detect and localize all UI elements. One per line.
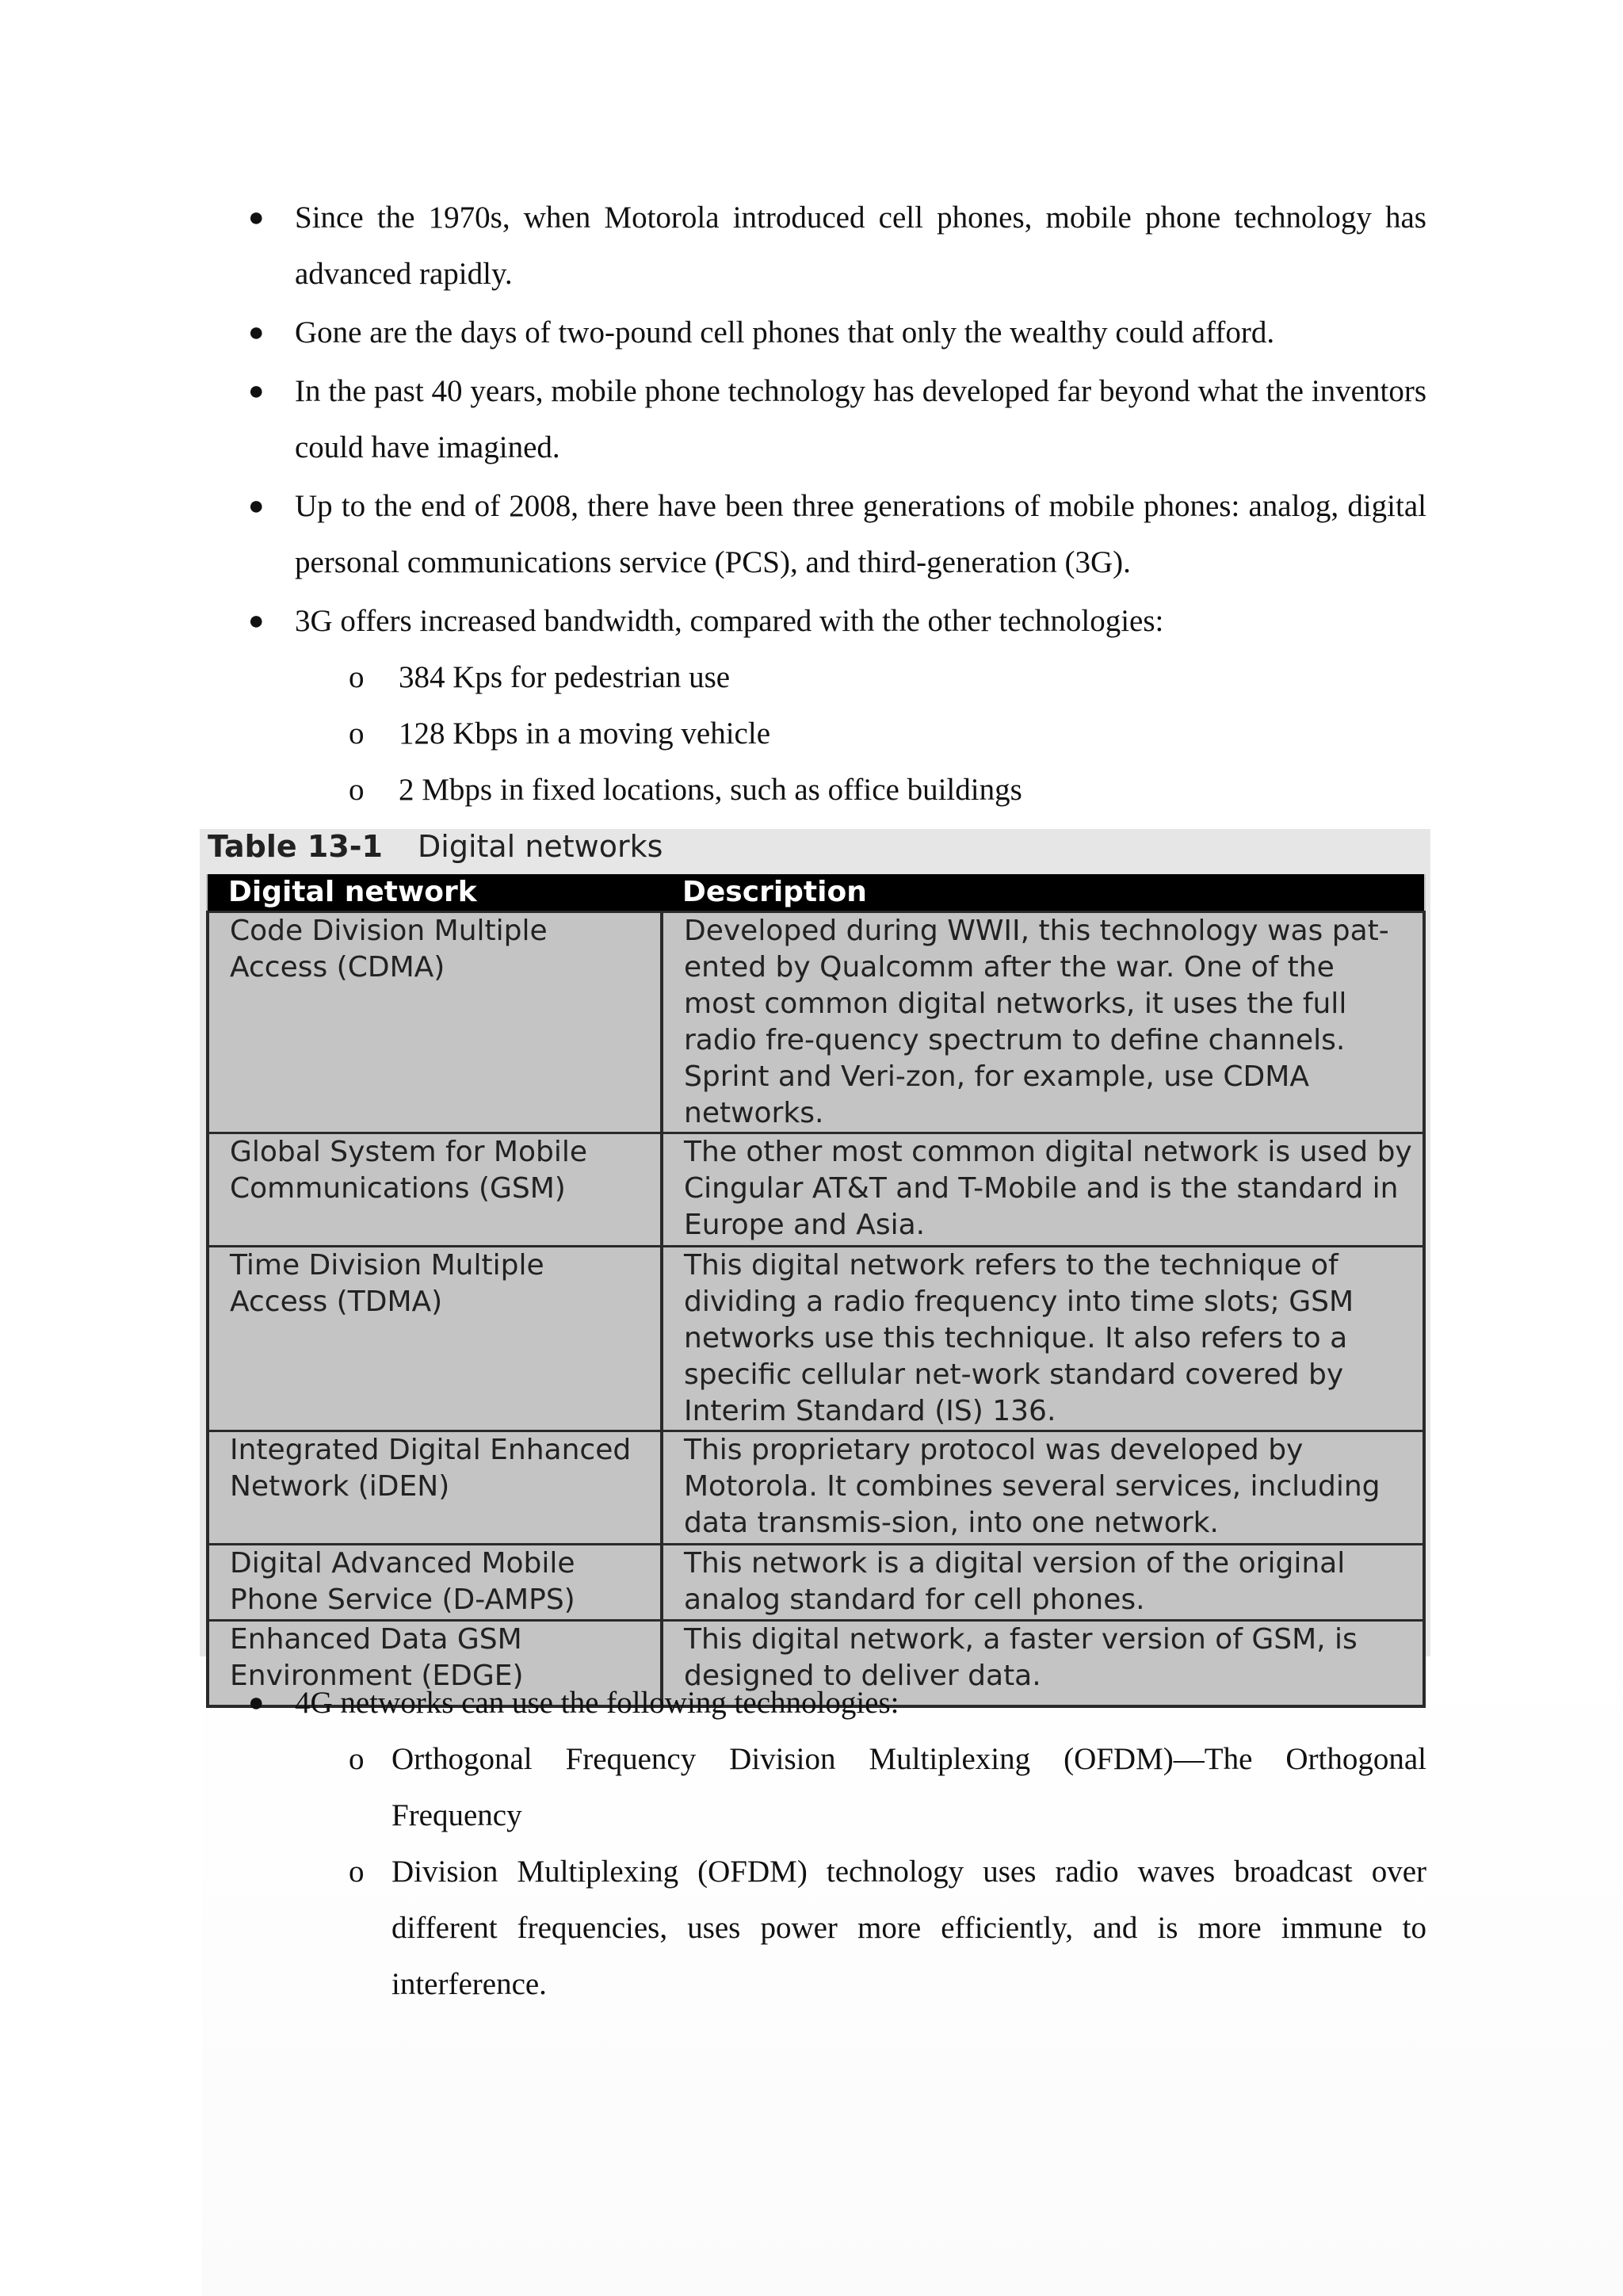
sub-bullet-icon: o xyxy=(349,1742,365,1776)
bullet-text: 3G offers increased bandwidth, compared with the other technologies: xyxy=(295,604,1164,638)
bullet-item xyxy=(0,189,1623,302)
table-row xyxy=(208,1431,1424,1545)
network-name-cell: Code Division Multiple Access (CDMA) xyxy=(208,912,662,1133)
sub-bullet-item xyxy=(0,1731,1623,1843)
table-number: Table 13-1 xyxy=(208,829,383,864)
bullet-icon: ● xyxy=(248,491,265,521)
description-cell: Developed during WWII, this technology was pat-ented by Qualcomm after the war. One of the most common digital networks, it uses the full radio fre-quency spectrum to define channels. Sprint and Veri-zon, for example, use CDMA networks. xyxy=(662,912,1424,1133)
bullet-text: 4G networks can use the following technologies: xyxy=(295,1686,899,1720)
sub-bullet-text: 2 Mbps in fixed locations, such as office buildings xyxy=(399,773,1022,807)
bullet-icon: ● xyxy=(248,606,265,636)
table-title: Digital networks xyxy=(418,829,663,864)
table-figure xyxy=(200,829,1430,1692)
table-row xyxy=(208,1247,1424,1431)
network-name-cell: Integrated Digital Enhanced Network (iDEN) xyxy=(208,1431,662,1545)
network-name-cell: Digital Advanced Mobile Phone Service (D-AMPS) xyxy=(208,1545,662,1621)
bullet-text: In the past 40 years, mobile phone technology has developed far beyond what the inventors could have imagined. xyxy=(295,374,1426,464)
table-row xyxy=(208,1545,1424,1621)
table-row xyxy=(208,1133,1424,1247)
sub-bullet-icon: o xyxy=(349,773,365,807)
sub-bullet-icon: o xyxy=(349,1855,365,1889)
description-cell: This digital network, a faster version of GSM, is designed to deliver data. xyxy=(662,1621,1424,1707)
bullet-icon: ● xyxy=(248,1688,265,1717)
sub-bullet-text: Division Multiplexing (OFDM) technology uses radio waves broadcast over different frequencies, uses power more efficiently, and is more immune to interference. xyxy=(391,1855,1426,2001)
bullet-item xyxy=(0,593,1623,649)
network-name-cell: Time Division Multiple Access (TDMA) xyxy=(208,1247,662,1431)
sub-bullet-text: Orthogonal Frequency Division Multiplexing (OFDM)—The Orthogonal Frequency xyxy=(391,1742,1426,1832)
table-row xyxy=(208,912,1424,1133)
sub-bullet-item xyxy=(0,762,1623,818)
intro-bullet-list xyxy=(0,189,1623,818)
description-cell: This digital network refers to the technique of dividing a radio frequency into time slots; GSM networks use this technique. It also refers to a specific cellular net-work standard covered by Interim Standard (IS) 136. xyxy=(662,1247,1424,1431)
column-header: Digital network xyxy=(208,874,662,912)
sub-bullet-icon: o xyxy=(349,660,365,694)
table-caption xyxy=(208,829,663,864)
network-name-cell: Global System for Mobile Communications (GSM) xyxy=(208,1133,662,1247)
sub-bullet-text: 128 Kbps in a moving vehicle xyxy=(399,716,771,751)
description-cell: The other most common digital network is used by Cingular AT&T and T-Mobile and is the standard in Europe and Asia. xyxy=(662,1133,1424,1247)
table-header-row xyxy=(208,874,1424,912)
bullet-text: Up to the end of 2008, there have been three generations of mobile phones: analog, digital personal communications service (PCS), and third-generation (3G). xyxy=(295,489,1426,579)
bullet-item xyxy=(0,304,1623,361)
bullet-text: Since the 1970s, when Motorola introduced cell phones, mobile phone technology has advanced rapidly. xyxy=(295,201,1426,291)
sub-bullet-item xyxy=(0,649,1623,705)
bullet-icon: ● xyxy=(248,376,265,406)
sub-bullet-item xyxy=(0,705,1623,762)
bullet-item xyxy=(0,363,1623,476)
network-name-cell: Enhanced Data GSM Environment (EDGE) xyxy=(208,1621,662,1707)
description-cell: This network is a digital version of the original analog standard for cell phones. xyxy=(662,1545,1424,1621)
bullet-item xyxy=(0,478,1623,590)
digital-networks-table xyxy=(206,874,1426,1708)
bullet-icon: ● xyxy=(248,203,265,232)
sub-bullet-item xyxy=(0,1843,1623,2012)
sub-bullet-icon: o xyxy=(349,716,365,751)
bullet-icon: ● xyxy=(248,318,265,347)
bullet-text: Gone are the days of two-pound cell phones that only the wealthy could afford. xyxy=(295,315,1275,350)
bullet-item xyxy=(0,1675,1623,1731)
column-header: Description xyxy=(662,874,1424,912)
sub-bullet-text: 384 Kps for pedestrian use xyxy=(399,660,731,694)
description-cell: This proprietary protocol was developed by Motorola. It combines several services, including data transmis-sion, into one network. xyxy=(662,1431,1424,1545)
4g-bullet-list xyxy=(0,1675,1623,2012)
